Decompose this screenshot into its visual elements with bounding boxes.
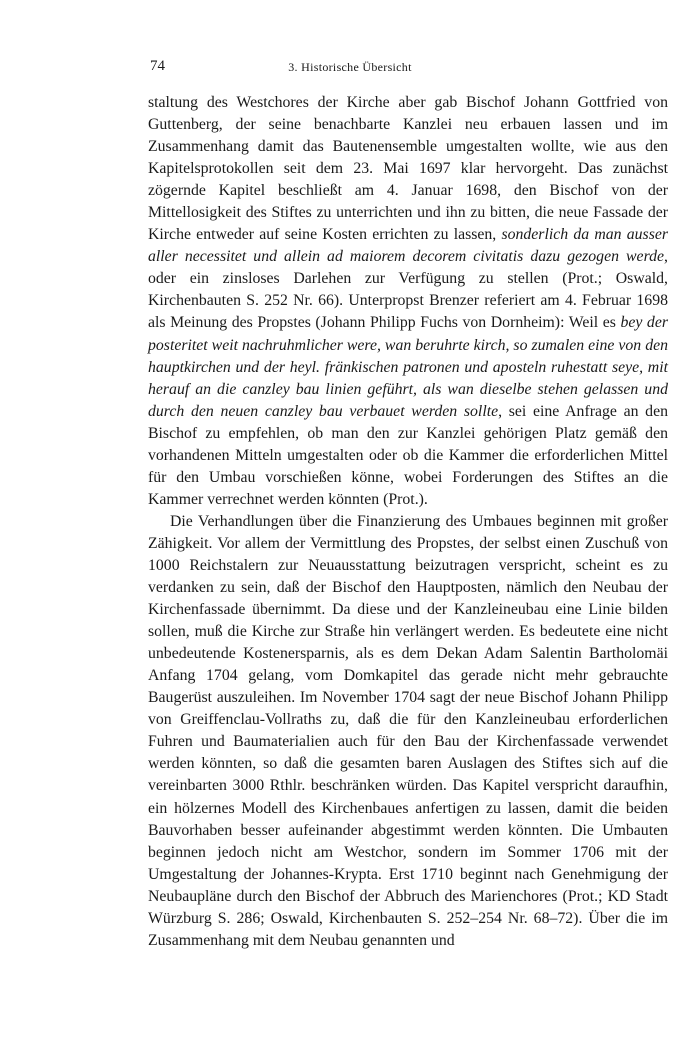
body-text xyxy=(148,92,668,952)
text-run: , oder ein zinsloses Darlehen zur Verfügung zu stellen (Prot.; Oswald, Kirchenbauten S. 252 Nr. 66). Unterpropst Brenzer referiert am 4. Februar 1698 als Meinung des Propstes (Johann Philipp Fuchs von Dornheim): Weil es xyxy=(148,248,668,332)
page-number: 74 xyxy=(150,58,165,74)
text-run: , sei eine Anfrage an den Bischof zu empfehlen, ob man den zur Kanzlei gehörigen Platz gemäß den vorhandenen Mitteln umgestalten oder ob die Kammer die erforderlichen Mittel für den Umbau vorschießen könne, wobei Forderungen des Stiftes an die Kammer verrechnet werden könnten (Prot.). xyxy=(148,402,668,508)
paragraph: Die Verhandlungen über die Finanzierung des Umbaues beginnen mit großer Zähigkeit. Vor allem der Vermittlung des Propstes, der selbst einen Zuschuß von 1000 Reichstalern zur Neuausstattung beizutragen verspricht, scheint es zu verdanken zu sein, daß der Bischof den Hauptposten, nämlich den Neubau der Kirchenfassade übernimmt. Da diese und der Kanzleineubau eine Linie bilden sollen, muß die Kirche zur Straße hin verlängert werden. Es bedeutete eine nicht unbedeutende Kostenersparnis, als es dem Dekan Adam Salentin Bartholomäi Anfang 1704 gelang, vom Domkapitel das gerade nicht mehr gebrauchte Baugerüst auszuleihen. Im November 1704 sagt der neue Bischof Johann Philipp von Greiffenclau-Vollraths zu, daß die für den Kanzleineubau erforderlichen Fuhren und Baumaterialien auch für den Bau der Kirchenfassade verwendet werden könnten, so daß die gesamten baren Auslagen des Stiftes sich auf die vereinbarten 3000 Rthlr. beschränken würden. Das Kapitel verspricht daraufhin, ein hölzernes Modell des Kirchenbaues anfertigen zu lassen, damit die beiden Bauvorhaben besser aufeinander abgestimmt werden könnten. Die Umbauten beginnen jedoch nicht am Westchor, sondern im Sommer 1706 mit der Umgestaltung der Johannes-Krypta. Erst 1710 beginnt nach Genehmigung der Neubaupläne durch den Bischof der Abbruch des Marienchores (Prot.; KD Stadt Würzburg S. 286; Oswald, Kirchenbauten S. 252–254 Nr. 68–72). Über die im Zusammenhang mit dem Neubau genannten und xyxy=(148,512,668,949)
quotation-italic: sonderlich da man ausser aller necessitet und allein ad maiorem decorem civitatis dazu gezogen werde xyxy=(148,226,668,266)
text-run: staltung des Westchores der Kirche aber gab Bischof Johann Gottfried von Guttenberg, der seine benachbarte Kanzlei neu erbauen lassen und im Zusammenhang damit das Bautenensemble umgestalten wollte, wie aus den Kapitelsprotokollen seit dem 23. Mai 1697 klar hervorgeht. Das zunächst zögernde Kapitel beschließt am 4. Januar 1698, den Bischof von der Mittellosigkeit des Stiftes zu unterrichten und ihn zu bitten, die neue Fassade der Kirche entweder auf seine Kosten errichten zu lassen, xyxy=(148,94,668,244)
running-title: 3. Historische Übersicht xyxy=(288,60,412,74)
quotation-italic: bey der posteritet weit nachruhmlicher were, wan beruhrte kirch, so zumalen eine von den hauptkirchen und der heyl. fränkischen patronen und aposteln ruhestatt seye, mit herauf an die canzley bau linien geführt, als wan dieselbe stehen gelassen und durch den neuen canzley bau verbauet werden sollte xyxy=(148,314,668,420)
paragraph xyxy=(148,92,668,511)
